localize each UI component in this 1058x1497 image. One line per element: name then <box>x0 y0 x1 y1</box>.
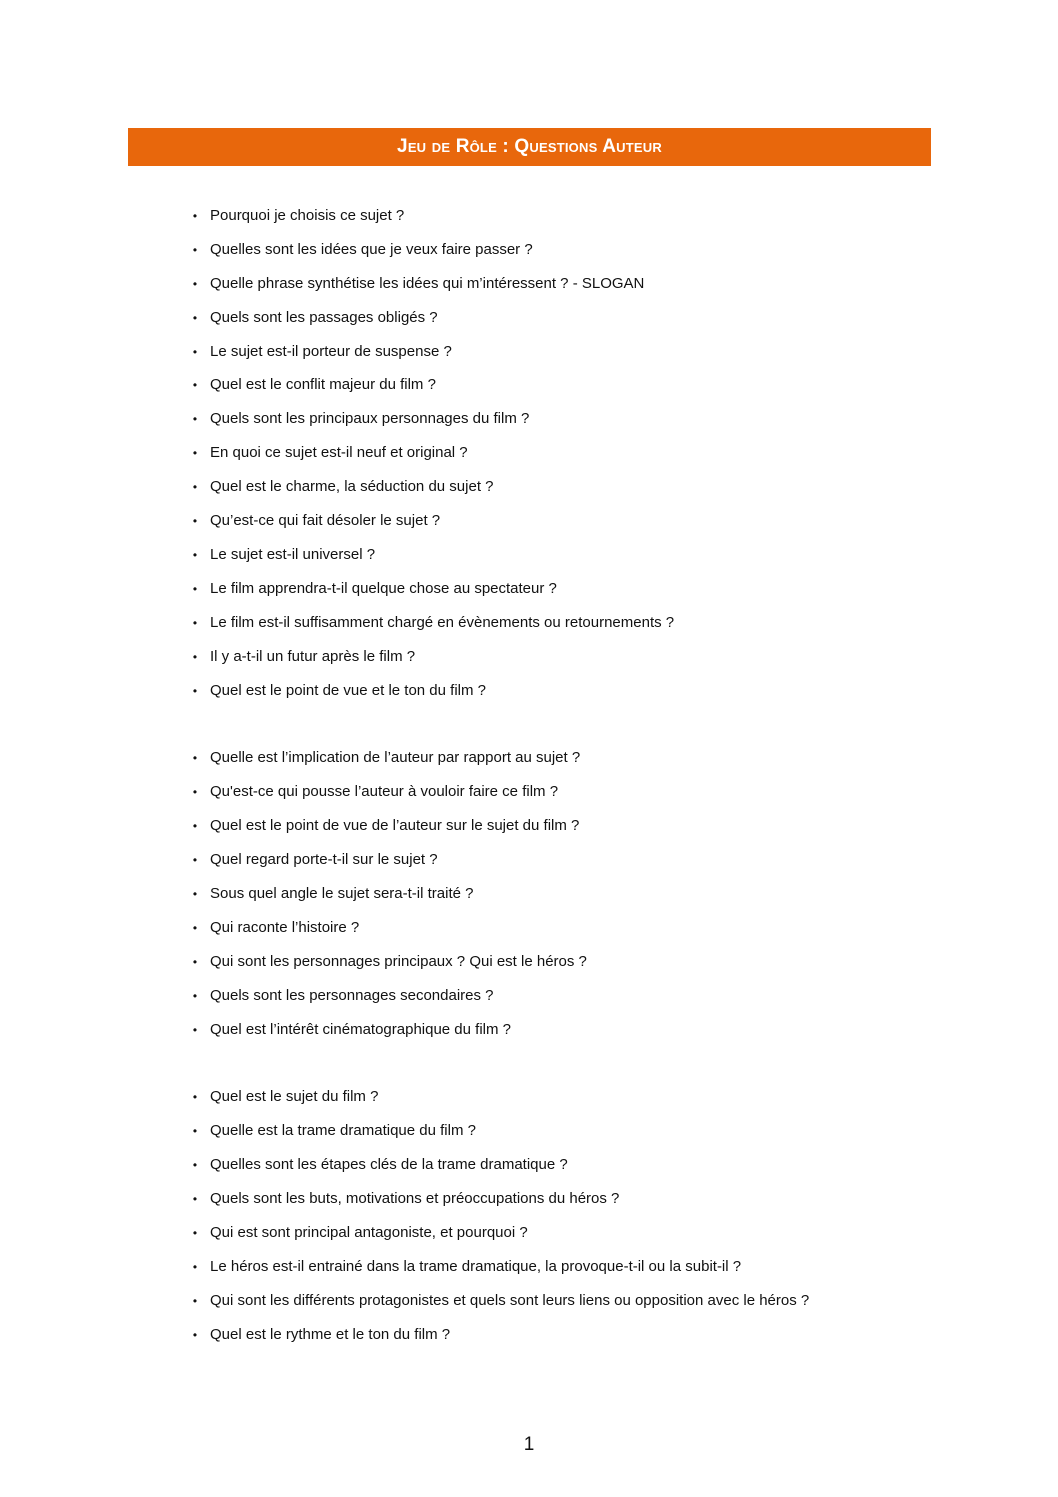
question-text: Qui raconte l’histoire ? <box>210 919 360 936</box>
question-text: Quel est le point de vue de l’auteur sur le sujet du film ? <box>210 817 580 834</box>
bullet-icon: • <box>192 684 198 698</box>
bullet-icon: • <box>192 1226 198 1240</box>
title-banner <box>128 128 931 166</box>
question-text: Quels sont les personnages secondaires ? <box>210 987 494 1004</box>
bullet-icon: • <box>192 345 198 359</box>
question-text: Qui sont les personnages principaux ? Qui est le héros ? <box>210 953 587 970</box>
bullet-icon: • <box>192 921 198 935</box>
bullet-icon: • <box>192 989 198 1003</box>
bullet-icon: • <box>192 548 198 562</box>
question-text: En quoi ce sujet est-il neuf et original ? <box>210 444 468 461</box>
bullet-icon: • <box>192 785 198 799</box>
bullet-icon: • <box>192 853 198 867</box>
question-text: Quel est l’intérêt cinématographique du film ? <box>210 1021 511 1038</box>
bullet-icon: • <box>192 582 198 596</box>
question-text: Qui est sont principal antagoniste, et pourquoi ? <box>210 1224 528 1241</box>
question-text: Quels sont les principaux personnages du film ? <box>210 410 530 427</box>
question-text: Le sujet est-il universel ? <box>210 546 376 563</box>
question-text: Quelle est la trame dramatique du film ? <box>210 1122 476 1139</box>
bullet-icon: • <box>192 1124 198 1138</box>
bullet-icon: • <box>192 1158 198 1172</box>
question-text: Quelle phrase synthétise les idées qui m’intéressent ? - SLOGAN <box>210 275 645 292</box>
bullet-icon: • <box>192 1023 198 1037</box>
page-number: 1 <box>523 1434 535 1455</box>
question-text: Sous quel angle le sujet sera-t-il traité ? <box>210 885 474 902</box>
bullet-icon: • <box>192 1090 198 1104</box>
question-text: Qu'est-ce qui pousse l’auteur à vouloir faire ce film ? <box>210 783 559 800</box>
bullet-icon: • <box>192 616 198 630</box>
bullet-icon: • <box>192 1192 198 1206</box>
question-text: Quelle est l’implication de l’auteur par rapport au sujet ? <box>210 749 581 766</box>
question-text: Quel est le rythme et le ton du film ? <box>210 1326 451 1343</box>
bullet-icon: • <box>192 650 198 664</box>
question-text: Le film apprendra-t-il quelque chose au spectateur ? <box>210 580 557 597</box>
question-text: Quel regard porte-t-il sur le sujet ? <box>210 851 438 868</box>
question-text: Quelles sont les idées que je veux faire passer ? <box>210 241 533 258</box>
question-text: Quel est le conflit majeur du film ? <box>210 376 436 393</box>
bullet-icon: • <box>192 480 198 494</box>
question-text: Le film est-il suffisamment chargé en évènements ou retournements ? <box>210 614 675 631</box>
question-text: Quels sont les buts, motivations et préoccupations du héros ? <box>210 1190 620 1207</box>
bullet-icon: • <box>192 1260 198 1274</box>
question-text: Qui sont les différents protagonistes et quels sont leurs liens ou opposition avec le héros ? <box>210 1292 810 1309</box>
question-text: Qu’est-ce qui fait désoler le sujet ? <box>210 512 441 529</box>
bullet-icon: • <box>192 514 198 528</box>
question-text: Quels sont les passages obligés ? <box>210 309 438 326</box>
bullet-icon: • <box>192 243 198 257</box>
bullet-icon: • <box>192 955 198 969</box>
question-text: Pourquoi je choisis ce sujet ? <box>210 207 405 224</box>
question-text: Quel est le charme, la séduction du sujet ? <box>210 478 494 495</box>
question-text: Quelles sont les étapes clés de la trame dramatique ? <box>210 1156 568 1173</box>
bullet-icon: • <box>192 1294 198 1308</box>
question-text: Il y a-t-il un futur après le film ? <box>210 648 416 665</box>
bullet-icon: • <box>192 209 198 223</box>
question-text: Quel est le point de vue et le ton du film ? <box>210 682 486 699</box>
question-text: Le héros est-il entrainé dans la trame dramatique, la provoque-t-il ou la subit-il ? <box>210 1258 742 1275</box>
page-title: Jeu de Rôle : Questions Auteur <box>397 136 662 157</box>
bullet-icon: • <box>192 446 198 460</box>
bullet-icon: • <box>192 1328 198 1342</box>
bullet-icon: • <box>192 887 198 901</box>
bullet-icon: • <box>192 311 198 325</box>
bullet-icon: • <box>192 412 198 426</box>
question-text: Le sujet est-il porteur de suspense ? <box>210 343 452 360</box>
question-text: Quel est le sujet du film ? <box>210 1088 379 1105</box>
bullet-icon: • <box>192 378 198 392</box>
bullet-icon: • <box>192 277 198 291</box>
bullet-icon: • <box>192 819 198 833</box>
bullet-icon: • <box>192 751 198 765</box>
